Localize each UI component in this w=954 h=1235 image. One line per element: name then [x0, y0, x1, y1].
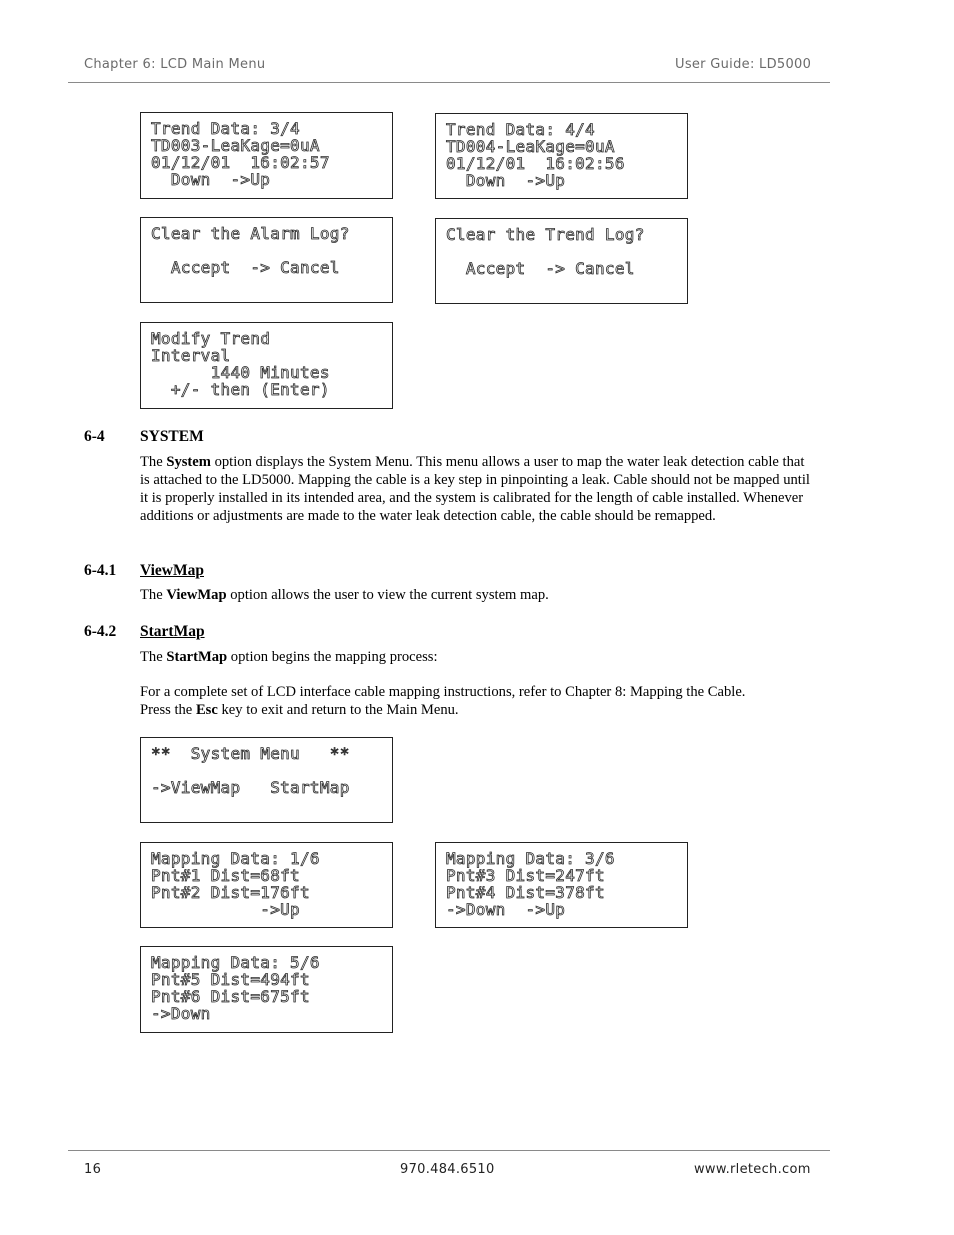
lcd-line: Pnt#2 Dist=176ft	[151, 883, 310, 902]
footer-website: www.rletech.com	[694, 1162, 811, 1177]
section-number: 6-4.1	[84, 562, 117, 579]
lcd-line: ->ViewMap StartMap	[151, 778, 350, 797]
section-title: SYSTEM	[140, 428, 204, 445]
lcd-line: Trend Data: 4/4	[446, 120, 595, 139]
lcd-line: Down ->Up	[151, 170, 271, 189]
header-divider	[68, 82, 830, 83]
lcd-line: ->Down	[151, 1004, 211, 1023]
lcd-line: 01/12/01 16:02:56	[446, 154, 625, 173]
section-paragraph: The System option displays the System Menu. This menu allows a user to map the water leak detection cable that is attached to the LD5000. Mapping the cable is a key step in pinpointing a leak. Cable should not be mapped until it is properly installed in its intended area, and the system is calibrated for the length of cable installed. Whenever additions or adjustments are made to the water leak detection cable, the cable should be remapped.	[140, 454, 810, 524]
lcd-line: Accept -> Cancel	[151, 258, 340, 277]
bold-term: Esc	[195, 702, 218, 718]
bold-term: ViewMap	[166, 587, 227, 603]
lcd-line: Pnt#6 Dist=675ft	[151, 987, 310, 1006]
section-number: 6-4	[84, 428, 105, 445]
lcd-line: Mapping Data: 1/6	[151, 849, 320, 868]
section-paragraph: The StartMap option begins the mapping process:	[140, 649, 438, 665]
lcd-line: 1440 Minutes	[151, 363, 330, 382]
lcd-line: Modify Trend	[151, 329, 271, 348]
section-title: ViewMap	[140, 562, 204, 579]
lcd-line: Trend Data: 3/4	[151, 119, 300, 138]
bold-term: StartMap	[166, 649, 228, 665]
running-header-guide: User Guide: LD5000	[675, 57, 812, 72]
lcd-line: 01/12/01 16:02:57	[151, 153, 330, 172]
running-header-chapter: Chapter 6: LCD Main Menu	[84, 57, 266, 72]
footer-divider	[68, 1150, 830, 1151]
section-title: StartMap	[140, 623, 205, 640]
lcd-line: Pnt#4 Dist=378ft	[446, 883, 605, 902]
page-number: 16	[84, 1162, 102, 1177]
lcd-line: Mapping Data: 5/6	[151, 953, 320, 972]
lcd-line: +/- then (Enter)	[151, 380, 330, 399]
lcd-clear-trend-log	[435, 218, 688, 304]
lcd-system-menu	[140, 737, 393, 823]
lcd-mapping-data-3	[435, 842, 688, 928]
lcd-line: Pnt#3 Dist=247ft	[446, 866, 605, 885]
lcd-line: Down ->Up	[446, 171, 566, 190]
lcd-line: Interval	[151, 346, 231, 365]
lcd-line: Mapping Data: 3/6	[446, 849, 615, 868]
lcd-trend-data-4	[435, 113, 688, 199]
section-paragraph: The ViewMap option allows the user to view the current system map.	[140, 587, 549, 603]
section-paragraph: For a complete set of LCD interface cable mapping instructions, refer to Chapter 8: Mapping the Cable. Press the Esc key to exit and return to the Main Menu.	[140, 684, 746, 718]
lcd-line: Pnt#5 Dist=494ft	[151, 970, 310, 989]
bold-term: System	[166, 454, 211, 470]
lcd-mapping-data-5	[140, 946, 393, 1033]
footer-phone: 970.484.6510	[400, 1162, 495, 1177]
lcd-line: ->Down ->Up	[446, 900, 566, 919]
lcd-line: Pnt#1 Dist=68ft	[151, 866, 300, 885]
lcd-line: Accept -> Cancel	[446, 259, 635, 278]
lcd-line: ->Up	[151, 900, 300, 919]
lcd-line: Clear the Trend Log?	[446, 225, 645, 244]
lcd-trend-data-3	[140, 112, 393, 199]
lcd-line: TD003-LeaKage=0uA	[151, 136, 320, 155]
lcd-clear-alarm-log	[140, 217, 393, 303]
lcd-mapping-data-1	[140, 842, 393, 928]
lcd-line: ** System Menu **	[151, 744, 350, 763]
lcd-line: Clear the Alarm Log?	[151, 224, 350, 243]
section-number: 6-4.2	[84, 623, 117, 640]
lcd-modify-trend-interval	[140, 322, 393, 409]
lcd-line: TD004-LeaKage=0uA	[446, 137, 615, 156]
